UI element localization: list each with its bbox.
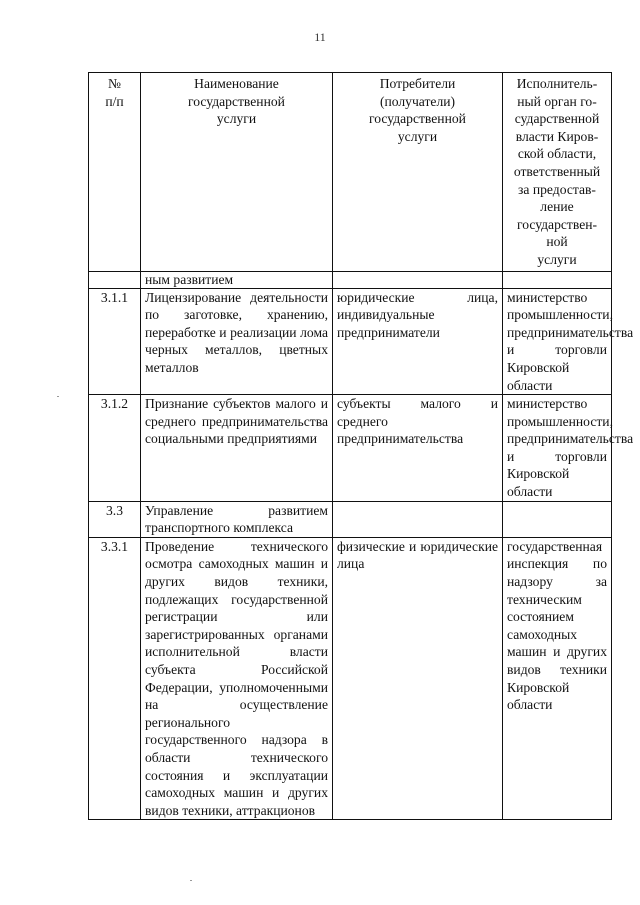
page-number: 11	[314, 30, 326, 44]
table-row	[89, 501, 612, 537]
continuation-executor-cell	[503, 271, 612, 288]
row-consumers: субъекты малого и среднего предпринимательства	[333, 395, 503, 502]
header-consumers: Потребители (получатели) государственной услуги	[333, 73, 503, 272]
row-service: Проведение технического осмотра самоходных машин и других видов техники, подлежащих государственной регистрации или зарегистрированных органами исполнительной власти субъекта Российской Федерации, уполномоченными на осуществление регионального государственного надзора в области технического состояния и эксплуатации самоходных машин и других видов техники, аттракционов	[141, 537, 333, 820]
scan-speck	[57, 396, 59, 397]
row-consumers: физические и юридические лица	[333, 537, 503, 820]
row-executor	[503, 501, 612, 537]
header-service-name: Наименование государственной услуги	[141, 73, 333, 272]
row-consumers: юридические лица, индивидуальные предприниматели	[333, 288, 503, 395]
table-row	[89, 537, 612, 820]
header-number: № п/п	[89, 73, 141, 272]
table-row-continuation	[89, 271, 612, 288]
row-service: Управление развитием транспортного комплекса	[141, 501, 333, 537]
row-number: 3.1.2	[89, 395, 141, 502]
continuation-number-cell	[89, 271, 141, 288]
row-number: 3.3.1	[89, 537, 141, 820]
row-executor: государственная инспекция по надзору за техническим состоянием самоходных машин и других видов техники Кировской области	[503, 537, 612, 820]
row-service: Лицензирование деятельности по заготовке, хранению, переработке и реализации лома черных металлов, цветных металлов	[141, 288, 333, 395]
row-number: 3.3	[89, 501, 141, 537]
table-row	[89, 288, 612, 395]
table-row	[89, 395, 612, 502]
row-consumers	[333, 501, 503, 537]
row-executor: министерство промышленности, предпринимательства и торговли Кировской области	[503, 288, 612, 395]
header-executor: Исполнитель- ный орган го- сударственной власти Киров- ской области, ответственный за предостав- ление государствен- ной услуги	[503, 73, 612, 272]
row-executor: министерство промышленности, предпринимательства и торговли Кировской области	[503, 395, 612, 502]
scan-speck	[190, 880, 192, 881]
continuation-consumers-cell	[333, 271, 503, 288]
row-service: Признание субъектов малого и среднего предпринимательства социальными предприятиями	[141, 395, 333, 502]
continuation-service-cell: ным развитием	[141, 271, 333, 288]
services-table	[88, 72, 634, 820]
table-header-row	[89, 73, 612, 272]
row-number: 3.1.1	[89, 288, 141, 395]
